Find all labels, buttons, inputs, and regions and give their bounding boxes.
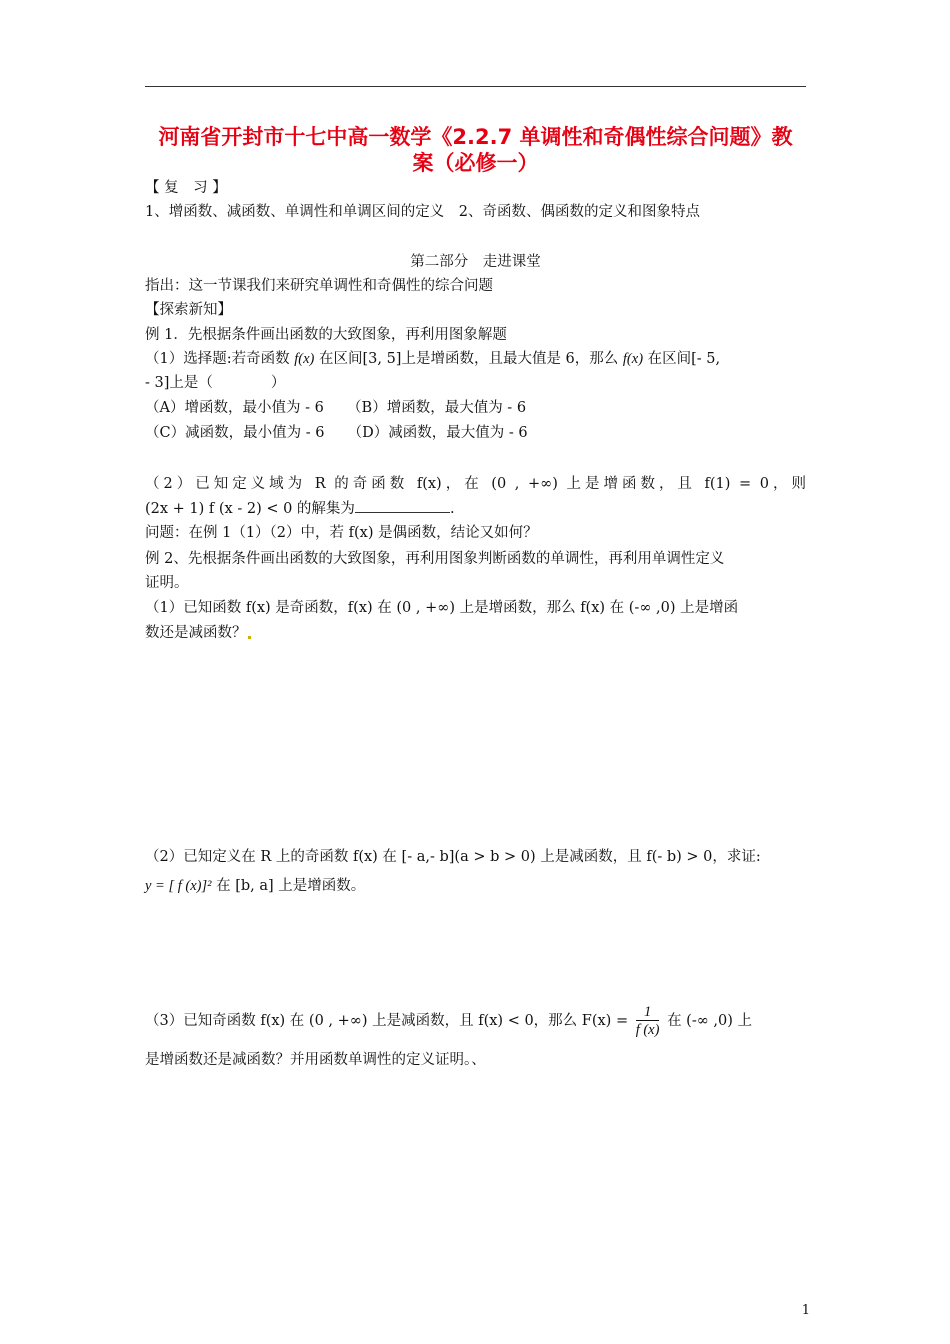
ex1-question: 问题：在例 1（1）（2）中，若 f(x) 是偶函数，结论又如何？ — [145, 525, 538, 541]
answer-blank — [355, 500, 450, 513]
ex1-q2-line1: （2）已知定义域为 R 的奇函数 f(x)，在 (0 , +∞) 上是增函数，且 f(1) = 0，则 — [145, 476, 806, 492]
ex2-q3-part-a: （3）已知奇函数 f(x) 在 (0 , +∞) 上是减函数，且 f(x) < 0，那么 F(x) = — [145, 1013, 629, 1029]
title-line-1: 河南省开封市十七中高一数学《2.2.7 单调性和奇偶性综合问题》教 — [158, 125, 793, 149]
ex1-q1-part-e: 在区间[- 5, — [647, 351, 721, 367]
fraction-denominator: f (x) — [635, 1021, 660, 1038]
ex1-q2-period: . — [449, 501, 455, 517]
ex1-options-row1 — [145, 398, 806, 418]
ex1-intro: 例 1．先根据条件画出函数的大致图象，再利用图象解题 — [145, 327, 507, 343]
ex1-q1-line1 — [145, 349, 806, 369]
ex2-intro-line1: 例 2、先根据条件画出函数的大致图象，再利用图象判断函数的单调性，再利用单调性定义 — [145, 551, 725, 567]
option-d: （D）减函数，最大值为 - 6 — [347, 425, 528, 441]
ex2-q2-line2 — [145, 876, 806, 896]
ex2-q3-line2: 是增函数还是减函数？并用函数单调性的定义证明。、 — [145, 1052, 486, 1068]
header-rule — [145, 86, 806, 87]
review-line: 1、增函数、减函数、单调性和单调区间的定义 2、奇函数、偶函数的定义和图象特点 — [145, 204, 700, 220]
title-line-2: 案（必修一） — [412, 151, 539, 175]
ex1-options-row2 — [145, 423, 806, 443]
ex2-intro-line2: 证明。 — [145, 575, 189, 591]
ex1-q1-line2: - 3]上是（ ） — [145, 375, 286, 391]
ex1-q1-part-a: （1）选择题:若奇函数 — [145, 351, 290, 367]
ex2-q3-part-b: 在 (-∞ ,0) 上 — [667, 1013, 753, 1029]
ex2-q2-text: 在 [b, a] 上是增函数。 — [216, 878, 366, 894]
ex2-q3-line1 — [145, 1003, 806, 1039]
ex2-q1-line2 — [145, 623, 806, 643]
option-c: （C）减函数，最小值为 - 6 — [145, 425, 325, 441]
ex2-q1-line1: （1）已知函数 f(x) 是奇函数，f(x) 在 (0 , +∞) 上是增函数，那么 f(x) 在 (-∞ ,0) 上是增函 — [145, 600, 739, 616]
ex1-q1-fx-1: f(x) — [294, 351, 315, 367]
ex1-q2-inequality: (2x + 1) f (x - 2) < 0 的解集为 — [145, 501, 355, 517]
ex2-q2-line1: （2）已知定义在 R 上的奇函数 f(x) 在 [- a,- b](a > b > 0) 上是减函数，且 f(- b) > 0，求证: — [145, 849, 761, 865]
fraction-numerator: 1 — [636, 1004, 660, 1021]
explore-heading: 【探索新知】 — [145, 302, 232, 318]
ex1-q1-fx-2: f(x) — [622, 351, 644, 367]
document-title — [145, 124, 806, 176]
ex1-q1-part-c: 在区间[3, 5]上是增函数，且最大值是 6，那么 — [318, 351, 619, 367]
fraction — [636, 1004, 660, 1039]
ex1-q2-line2 — [145, 499, 806, 519]
part2-note: 指出：这一节课我们来研究单调性和奇偶性的综合问题 — [145, 278, 493, 294]
review-heading: 【 复 习 】 — [145, 180, 227, 196]
option-a: （A）增函数，最小值为 - 6 — [145, 400, 324, 416]
ex2-q2-expression: y = [ f (x)]² — [145, 878, 212, 894]
option-b: （B）增函数，最大值为 - 6 — [347, 400, 527, 416]
ex2-q1-text: 数还是减函数？ — [145, 625, 247, 641]
yellow-dot-mark — [248, 636, 251, 639]
part2-heading: 第二部分 走进课堂 — [410, 254, 541, 270]
page-number: 1 — [801, 1303, 810, 1318]
